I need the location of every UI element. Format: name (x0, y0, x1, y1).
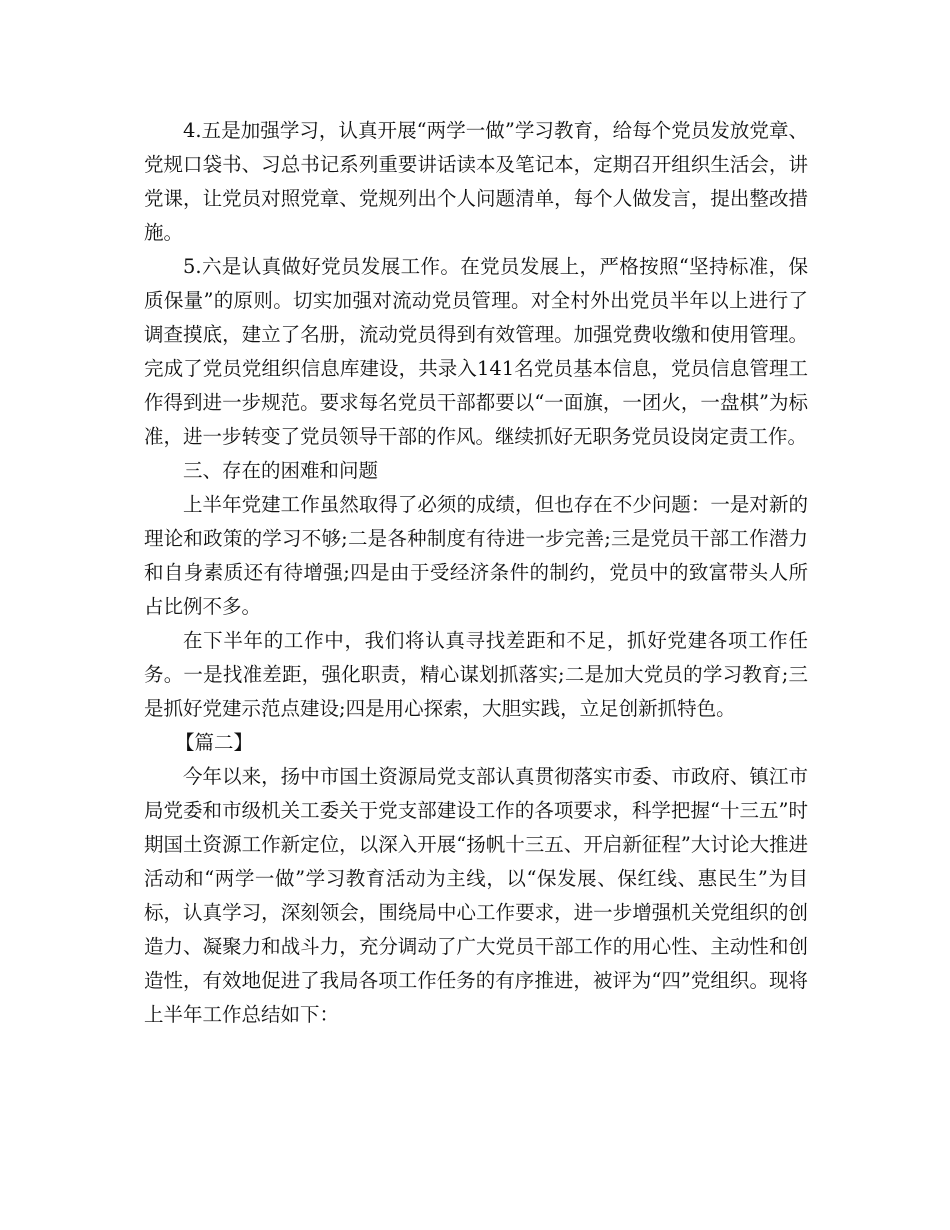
paragraph-problems: 上半年党建工作虽然取得了必须的成绩，但也存在不少问题：一是对新的理论和政策的学习不够;二是各种制度有待进一步完善;三是党员干部工作潜力和自身素质还有待增强;四是由于受经济条件的制约，党员中的致富带头人所占比例不多。 (144, 493, 808, 618)
section-heading-part-two: 【篇二】 (175, 731, 254, 754)
paragraph-second-half-plan: 在下半年的工作中，我们将认真寻找差距和不足，抓好党建各项工作任务。一是找准差距，强化职责，精心谋划抓落实;二是加大党员的学习教育;三是抓好党建示范点建设;四是用心探索，大胆实践，立足创新抓特色。 (144, 629, 808, 720)
section-heading-problems: 三、存在的困难和问题 (183, 459, 379, 482)
document-body (144, 114, 808, 1032)
paragraph-member-development: 5.六是认真做好党员发展工作。在党员发展上，严格按照“坚持标准，保质保量”的原则。切实加强对流动党员管理。对全村外出党员半年以上进行了调查摸底，建立了名册，流动党员得到有效管理。加强党费收缴和使用管理。完成了党员党组织信息库建设，共录入141名党员基本信息，党员信息管理工作得到进一步规范。要求每名党员干部都要以“一面旗，一团火，一盘棋”为标准，进一步转变了党员领导干部的作风。继续抓好无职务党员设岗定责工作。 (144, 255, 808, 448)
paragraph-study-education: 4.五是加强学习，认真开展“两学一做”学习教育，给每个党员发放党章、党规口袋书、习总书记系列重要讲话读本及笔记本，定期召开组织生活会，讲党课，让党员对照党章、党规列出个人问题清单，每个人做发言，提出整改措施。 (144, 119, 808, 244)
paragraph-part-two-intro: 今年以来，扬中市国土资源局党支部认真贯彻落实市委、市政府、镇江市局党委和市级机关工委关于党支部建设工作的各项要求，科学把握“十三五”时期国土资源工作新定位，以深入开展“扬帆十三五、开启新征程”大讨论大推进活动和“两学一做”学习教育活动为主线，以“保发展、保红线、惠民生”为目标，认真学习，深刻领会，围绕局中心工作要求，进一步增强机关党组织的创造力、凝聚力和战斗力，充分调动了广大党员干部工作的用心性、主动性和创造性，有效地促进了我局各项工作任务的有序推进，被评为“四”党组织。现将上半年工作总结如下： (144, 765, 808, 1026)
